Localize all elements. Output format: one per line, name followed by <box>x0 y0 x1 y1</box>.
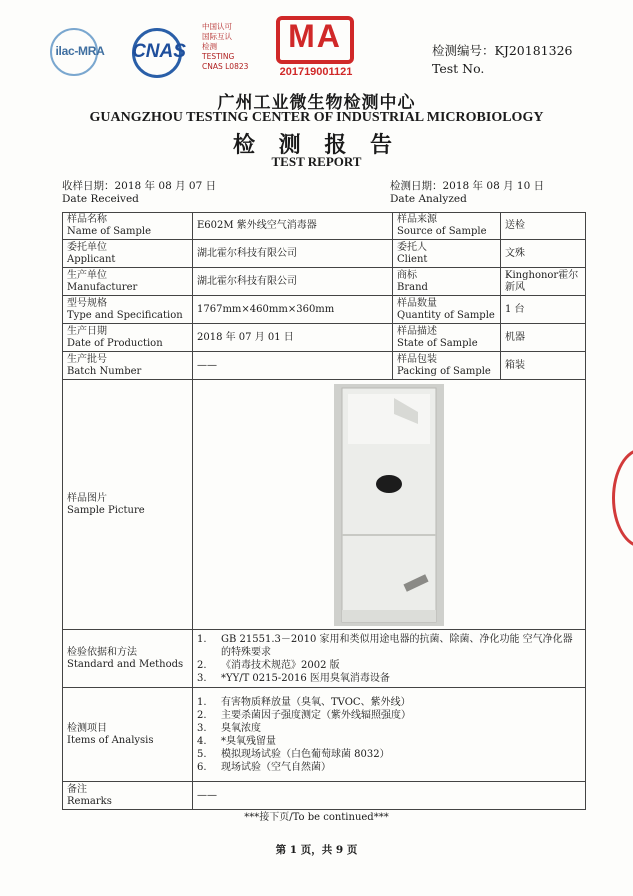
report-number-cn: 检测编号：KJ20181326 <box>432 43 573 58</box>
label-en: Applicant <box>67 253 116 265</box>
label-cn: 生产批号 <box>67 353 107 365</box>
label-en: Date of Production <box>67 337 163 349</box>
item-text: 《消毒技术规范》2002 版 <box>221 659 340 671</box>
list-item <box>197 659 581 672</box>
label-cn: 样品来源 <box>397 214 437 225</box>
label-en: Sample Picture <box>67 504 145 516</box>
source-label <box>393 213 501 240</box>
label-cn: 样品名称 <box>67 214 107 225</box>
ilac-logo-text: ilac-MRA <box>55 44 105 58</box>
item-number: 3. <box>197 672 207 684</box>
list-item <box>197 748 581 761</box>
label-cn: 生产单位 <box>67 269 107 281</box>
date-analyzed <box>390 180 544 206</box>
item-number: 1. <box>197 696 207 708</box>
label-cn: 商标 <box>397 269 417 281</box>
production-date-label <box>63 324 193 352</box>
production-date-value: 2018 年 07 月 01 日 <box>193 324 393 352</box>
continued-note: ***接下页/To be continued*** <box>244 812 389 823</box>
cnas-note-line: CNAS L0823 <box>202 62 249 71</box>
table-row <box>63 324 586 352</box>
cnas-note-line: TESTING <box>202 52 235 61</box>
label-en: Source of Sample <box>397 226 487 237</box>
list-item <box>197 633 581 659</box>
table-row <box>63 688 586 782</box>
date-analyzed-cn: 检测日期：2018 年 08 月 10 日 <box>390 180 545 192</box>
sample-name-label <box>63 213 193 240</box>
packing-label <box>393 352 501 380</box>
source-value: 送检 <box>501 213 586 240</box>
item-text: 有害物质释放量（臭氧、TVOC、紫外线） <box>221 696 411 708</box>
analysis-list <box>197 696 581 774</box>
cnas-note-line: 中国认可 <box>202 22 232 31</box>
item-number: 4. <box>197 735 207 747</box>
cma-logo <box>268 16 364 80</box>
label-cn: 委托单位 <box>67 241 107 253</box>
brand-value <box>501 268 586 296</box>
label-en: Standard and Methods <box>67 658 184 670</box>
label-en: Batch Number <box>67 365 142 377</box>
center-name-en: GUANGZHOU TESTING CENTER OF INDUSTRIAL MICROBIOLOGY <box>89 110 544 125</box>
table-row <box>63 782 586 810</box>
item-number: 2. <box>197 709 207 721</box>
list-item <box>197 735 581 748</box>
label-cn: 检测项目 <box>67 722 107 734</box>
standard-list-cell <box>193 630 586 688</box>
batch-label <box>63 352 193 380</box>
page-indicator: 第 1 页，共 9 页 <box>275 844 358 856</box>
cma-code: 201719001121 <box>279 66 353 78</box>
label-cn: 样品数量 <box>397 297 437 309</box>
list-item <box>197 672 581 685</box>
date-received-cn: 收样日期：2018 年 08 月 07 日 <box>62 180 217 192</box>
sample-photo <box>197 384 581 626</box>
list-item <box>197 722 581 735</box>
label-cn: 生产日期 <box>67 325 107 337</box>
table-row <box>63 630 586 688</box>
ilac-mra-logo <box>42 26 118 82</box>
label-cn: 型号规格 <box>67 297 107 309</box>
label-en: Quantity of Sample <box>397 309 495 321</box>
remarks-value: —— <box>193 782 586 810</box>
item-number: 5. <box>197 748 207 760</box>
item-text: *YY/T 0215-2016 医用臭氧消毒设备 <box>221 672 390 684</box>
item-text: 现场试验（空气自然菌） <box>221 761 331 773</box>
label-en: State of Sample <box>397 337 478 349</box>
table-row <box>63 296 586 324</box>
table-row <box>63 240 586 268</box>
date-received <box>62 180 216 206</box>
item-number: 1. <box>197 633 207 645</box>
manufacturer-label <box>63 268 193 296</box>
list-item <box>197 761 581 774</box>
label-cn: 样品图片 <box>67 492 107 504</box>
label-en: Manufacturer <box>67 281 138 293</box>
label-cn: 样品描述 <box>397 325 437 337</box>
standard-label <box>63 630 193 688</box>
table-row <box>63 213 586 240</box>
batch-value: —— <box>193 352 393 380</box>
report-number <box>432 42 572 78</box>
brand-cn: 霍尔新风 <box>505 269 579 293</box>
applicant-value: 湖北霍尔科技有限公司 <box>193 240 393 268</box>
item-text: 臭氧浓度 <box>221 722 261 734</box>
label-en: Client <box>397 253 428 265</box>
item-text: GB 21551.3－2010 家用和类似用途电器的抗菌、除菌、净化功能 空气净化器的特殊要求 <box>221 633 573 658</box>
sample-picture-cell <box>193 380 586 630</box>
packing-value: 箱装 <box>501 352 586 380</box>
air-sterilizer-image <box>334 384 444 626</box>
date-analyzed-en: Date Analyzed <box>390 193 467 205</box>
quantity-label <box>393 296 501 324</box>
label-cn: 委托人 <box>397 241 427 253</box>
analysis-list-cell <box>193 688 586 782</box>
report-number-en: Test No. <box>432 61 485 76</box>
label-en: Type and Specification <box>67 309 183 321</box>
state-label <box>393 324 501 352</box>
analysis-label <box>63 688 193 782</box>
report-title-cn: 检 测 报 告 <box>233 132 400 158</box>
brand-en: Kinghonor <box>505 269 559 281</box>
item-text: 主要杀菌因子强度测定（紫外线辐照强度） <box>221 709 411 721</box>
table-row <box>63 352 586 380</box>
client-label <box>393 240 501 268</box>
red-seal-stamp <box>612 448 633 548</box>
label-en: Name of Sample <box>67 226 152 237</box>
item-number: 3. <box>197 722 207 734</box>
label-cn: 样品包装 <box>397 353 437 365</box>
list-item <box>197 696 581 709</box>
label-en: Packing of Sample <box>397 365 491 377</box>
client-value: 文殊 <box>501 240 586 268</box>
report-title-en: TEST REPORT <box>271 154 362 169</box>
center-name-cn: 广州工业微生物检测中心 <box>217 93 416 113</box>
label-en: Remarks <box>67 795 112 807</box>
list-item <box>197 709 581 722</box>
sample-picture-label <box>63 380 193 630</box>
cnas-note-line: 检测 <box>202 42 217 51</box>
type-spec-label <box>63 296 193 324</box>
table-row <box>63 380 586 630</box>
cnas-logo-text: CNAS <box>132 41 186 62</box>
state-value: 机器 <box>501 324 586 352</box>
item-text: 模拟现场试验（白色葡萄球菌 8032） <box>221 748 390 760</box>
cnas-accreditation-note <box>202 22 262 72</box>
standard-list <box>197 633 581 685</box>
manufacturer-value: 湖北霍尔科技有限公司 <box>193 268 393 296</box>
label-en: Items of Analysis <box>67 734 154 746</box>
cnas-logo <box>122 28 196 78</box>
table-row <box>63 268 586 296</box>
item-number: 6. <box>197 761 207 773</box>
applicant-label <box>63 240 193 268</box>
remarks-label <box>63 782 193 810</box>
item-text: *臭氧残留量 <box>221 735 276 747</box>
label-en: Brand <box>397 281 428 293</box>
type-spec-value: 1767mm×460mm×360mm <box>193 296 393 324</box>
quantity-value: 1 台 <box>501 296 586 324</box>
cnas-note-line: 国际互认 <box>202 32 232 41</box>
label-cn: 检验依据和方法 <box>67 646 137 658</box>
report-table <box>62 212 586 810</box>
date-received-en: Date Received <box>62 193 139 205</box>
label-cn: 备注 <box>67 783 87 795</box>
item-number: 2. <box>197 659 207 671</box>
cma-letters: MA <box>288 18 342 54</box>
brand-label <box>393 268 501 296</box>
sample-name-value: E602M 紫外线空气消毒器 <box>193 213 393 240</box>
